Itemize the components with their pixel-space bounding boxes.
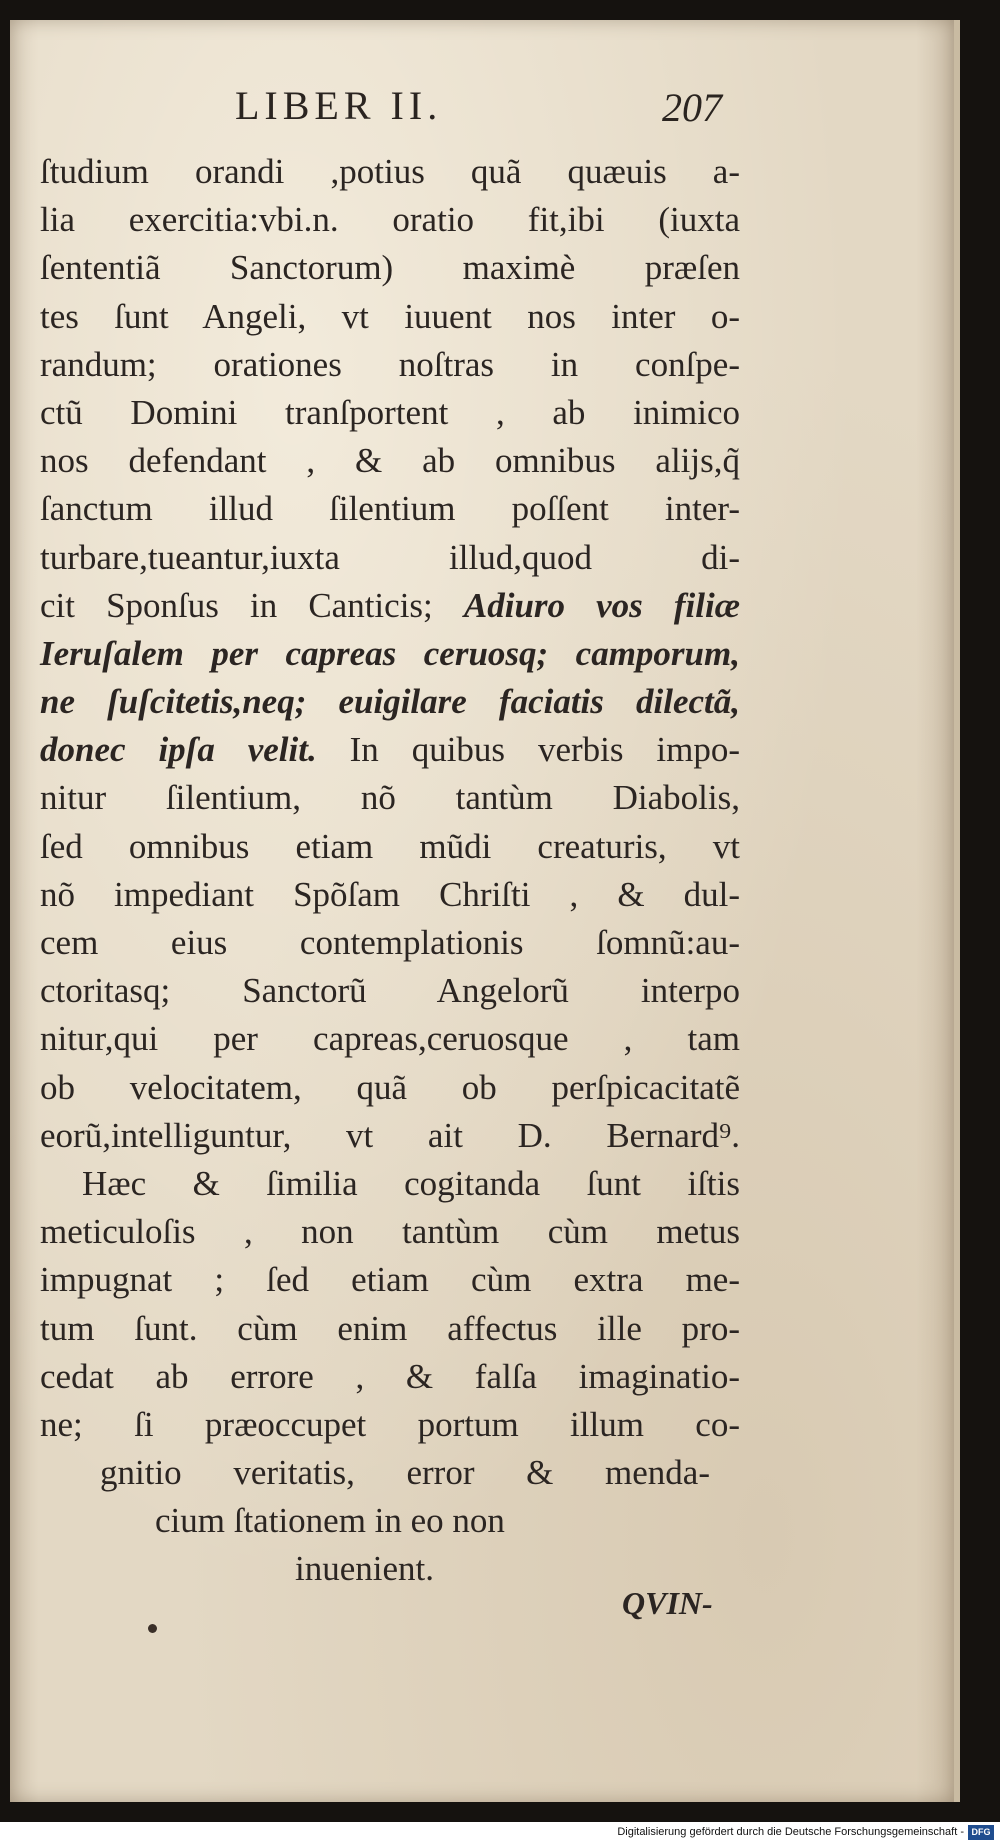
text-line: [40, 678, 740, 726]
text-segment: nos defendant , & ab omnibus alijs,q̃: [40, 441, 740, 481]
text-segment: cem eius contemplationis ſomnũ:au-: [40, 923, 740, 962]
text-segment: turbare,tueantur,iuxta illud,quod di-: [40, 537, 740, 577]
text-line: [40, 148, 740, 196]
text-segment: In quibus verbis impo-: [316, 730, 741, 770]
text-line: [40, 1305, 740, 1353]
dfg-logo: DFG: [968, 1825, 994, 1840]
text-segment: ctũ Domini tranſportent , ab inimico: [40, 392, 740, 432]
text-line: [40, 1064, 740, 1112]
catchword: QVIN-: [622, 1585, 713, 1621]
running-head-title: LIBER II.: [235, 83, 443, 128]
text-line: [40, 1015, 740, 1063]
text-line: [40, 630, 740, 678]
text-line: [40, 823, 740, 871]
text-segment: lia exercitia:vbi.n. oratio fit,ibi (iuxta: [40, 200, 740, 240]
text-line: [40, 244, 740, 292]
text-segment: eorũ,intelliguntur, vt ait D. Bernard⁹.: [40, 1115, 740, 1155]
text-segment: tes ſunt Angeli, vt iuuent nos inter o-: [40, 296, 740, 336]
text-line: [40, 774, 740, 822]
text-line: [40, 1497, 655, 1545]
text-segment: ſanctum illud ſilentium poſſent inter-: [40, 489, 740, 529]
text-line: [40, 582, 740, 630]
text-line: [40, 1449, 710, 1497]
italic-quotation: ne ſuſcitetis,neq; euigilare faciatis dilectã,: [40, 682, 740, 722]
ink-spot: [148, 1624, 157, 1633]
footer-credit-bar: [0, 1822, 1000, 1844]
italic-quotation: donec ipſa velit.: [40, 730, 317, 770]
text-line: [40, 1160, 740, 1208]
text-segment: ſtudium orandi ,potius quã quæuis a-: [40, 152, 740, 191]
text-line: [40, 1208, 740, 1256]
text-line: [40, 341, 740, 389]
italic-quotation: Adiuro vos filiæ: [463, 585, 740, 625]
text-segment: ctoritasq; Sanctorũ Angelorũ interpo: [40, 971, 740, 1011]
text-segment: cedat ab errore , & falſa imaginatio-: [40, 1356, 740, 1396]
running-head: [10, 82, 954, 142]
text-line: [40, 1112, 740, 1160]
text-line: [40, 1401, 740, 1449]
text-segment: ſententiã Sanctorum) maximè præſen: [40, 248, 740, 288]
text-segment: randum; orationes noſtras in conſpe-: [40, 344, 740, 384]
text-line: [40, 919, 740, 967]
footer-credit-text: Digitalisierung gefördert durch die Deutsche Forschungsgemeinschaft -: [617, 1826, 964, 1838]
text-line: [40, 1353, 740, 1401]
text-segment: inuenient.: [295, 1549, 434, 1589]
text-line: [40, 389, 740, 437]
body-text: [40, 148, 740, 1594]
text-line: [40, 726, 740, 774]
text-line: [40, 967, 740, 1015]
text-segment: ne; ſi præoccupet portum illum co-: [40, 1404, 740, 1444]
text-line: [40, 534, 740, 582]
text-segment: nitur,qui per capreas,ceruosque , tam: [40, 1019, 740, 1059]
text-segment: nitur ſilentium, nõ tantùm Diabolis,: [40, 778, 740, 818]
text-segment: ſed omnibus etiam mũdi creaturis, vt: [40, 826, 740, 866]
text-segment: impugnat ; ſed etiam cùm extra me-: [40, 1260, 740, 1300]
text-segment: Hæc & ſimilia cogitanda ſunt iſtis: [82, 1163, 740, 1203]
text-segment: tum ſunt. cùm enim affectus ille pro-: [40, 1308, 740, 1348]
text-line: [40, 485, 740, 533]
text-line: [40, 871, 740, 919]
text-line: [40, 437, 740, 485]
book-page: [10, 20, 960, 1802]
text-segment: nõ impediant Spõſam Chriſti , & dul-: [40, 874, 740, 914]
italic-quotation: Ieruſalem per capreas ceruosq; camporum,: [40, 633, 740, 673]
text-segment: cit Sponſus in Canticis;: [40, 585, 464, 625]
text-line: [40, 293, 740, 341]
page-number: 207: [662, 85, 722, 130]
text-segment: gnitio veritatis, error & menda-: [100, 1453, 710, 1493]
text-segment: cium ſtationem in eo non: [155, 1501, 505, 1541]
text-line: [40, 1256, 740, 1304]
text-segment: ob velocitatem, quã ob perſpicacitatẽ: [40, 1067, 740, 1107]
text-segment: meticuloſis , non tantùm cùm metus: [40, 1212, 740, 1252]
text-line: [40, 196, 740, 244]
